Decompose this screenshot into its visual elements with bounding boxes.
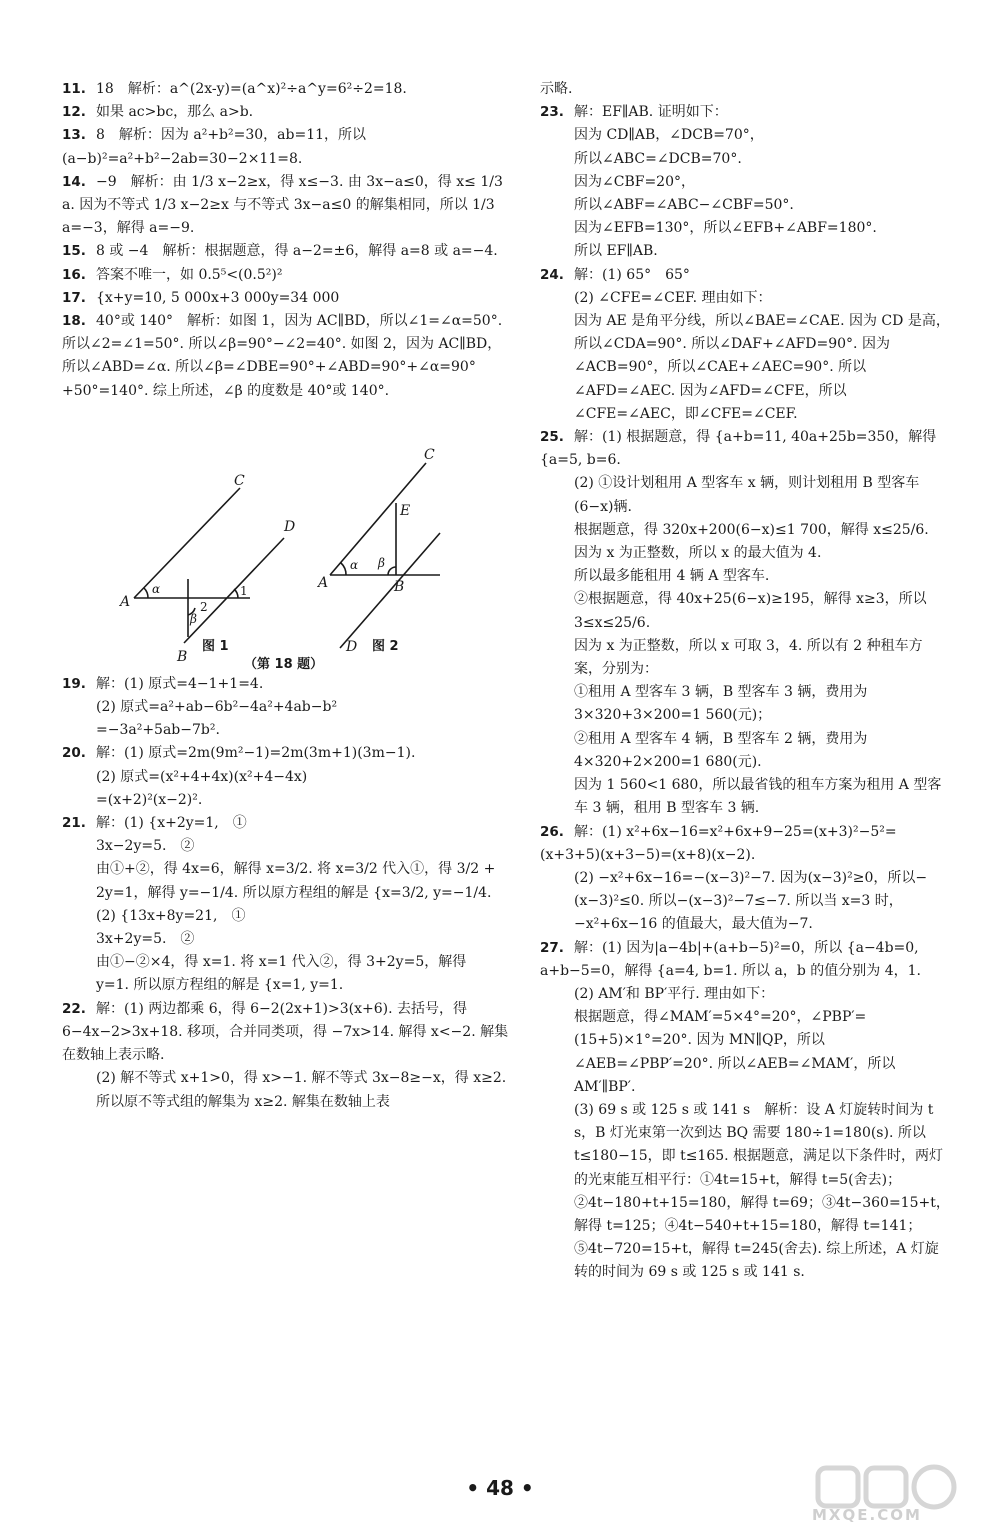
answer-text: 因为 CD∥AB，∠DCB=70°， (574, 127, 764, 144)
answer-line (62, 882, 510, 905)
answer-line (62, 812, 510, 835)
answer-line (62, 696, 510, 719)
question-number: 27. (540, 939, 564, 956)
answer-text: 解：(1) 原式=4−1+1=4. (96, 675, 264, 692)
right-column (540, 78, 950, 1285)
answer-text: 3x−2y=5. ② (96, 838, 195, 855)
answer-text: (2) −x²+6x−16=−(x−3)²−7. 因为(x−3)²≥0，所以−(x−3)²≤0. 所以−(x−3)²−7≤−7. 所以当 x=3 时，−x²+6x−16 的值最大，最大值为−7. (574, 869, 928, 933)
answer-text: =−3a²+5ab−7b². (96, 722, 220, 739)
answer-text: (2) {13x+8y=21, ① (96, 907, 246, 924)
question-number: 26. (540, 823, 564, 840)
answer-line (62, 240, 510, 263)
answer-line (540, 519, 950, 542)
fig1-angle-alpha (144, 588, 148, 598)
fig1-label-2: 2 (200, 599, 208, 614)
answer-text: ①租用 A 型客车 3 辆，B 型客车 3 辆，费用为 3×320+3×200=1 560(元)； (574, 684, 868, 724)
fig1-label-beta: β (190, 611, 197, 626)
answer-text: (2) ∠CFE=∠CEF. 理由如下： (574, 289, 772, 306)
answer-item (62, 287, 510, 310)
fig1-label-a: A (120, 593, 131, 610)
answer-text: 由①−②×4，得 x=1. 将 x=1 代入②，得 3+2y=5，解得 (96, 954, 467, 971)
fig1-caption: 图 1 (202, 638, 229, 654)
answer-text: 因为 AE 是角平分线，所以∠BAE=∠CAE. 因为 CD 是高，所以∠CDA=90°. 所以∠DAF+∠AFD=90°. 因为∠ACB=90°，所以∠CAE+∠AEC=90°. 所以∠AFD=∠AEC. 因为∠AFD=∠CFE，所以∠CFE=∠AEC，即∠CFE=∠CEF. (574, 313, 950, 422)
answer-text: 答案不唯一，如 0.5⁵<(0.5²)² (96, 266, 283, 283)
answer-line (62, 287, 510, 310)
question-number: 13. (62, 127, 86, 144)
answer-text: 解：(1) 因为|a−4b|+(a+b−5)²=0，所以 {a−4b=0, a+b−5=0，解得 {a=4, b=1. 所以 a，b 的值分别为 4，1. (540, 939, 921, 979)
answer-item (62, 310, 510, 403)
fig2-label-a: A (318, 574, 329, 591)
answer-item (62, 812, 510, 998)
answer-text: {x+y=10, 5 000x+3 000y=34 000 (96, 289, 340, 306)
answer-text: 解：(1) 两边都乘 6，得 6−2(2x+1)>3(x+6). 去括号，得 6−4x−2>3x+18. 移项，合并同类项，得 −7x>14. 解得 x<−2. 解集在数轴上表示略. (62, 1000, 509, 1064)
answer-line (62, 124, 510, 170)
answer-line (540, 148, 950, 171)
answer-line (540, 124, 950, 147)
fig2-line-bd (340, 533, 440, 648)
answer-line (62, 719, 510, 742)
answer-item (62, 742, 510, 812)
answer-line (540, 565, 950, 588)
answer-text: (2) 原式=(x²+4+4x)(x²+4−4x) (96, 768, 308, 785)
answer-line (62, 905, 510, 928)
question-number: 22. (62, 1000, 86, 1017)
left-column (62, 78, 510, 1114)
fig1-label-d: D (284, 518, 296, 535)
question-number: 19. (62, 675, 86, 692)
answer-line (540, 681, 950, 727)
answer-text: 所以 EF∥AB. (574, 243, 658, 260)
answer-line (62, 928, 510, 951)
answer-line (62, 998, 510, 1068)
answer-line (540, 542, 950, 565)
answer-line (540, 937, 950, 983)
answer-text: 8 或 −4 解析：根据题意，得 a−2=±6，解得 a=8 或 a=−4. (96, 243, 498, 260)
answer-text: 因为 1 560<1 680，所以最省钱的租车方案为租用 A 型客车 3 辆，租用 B 型客车 3 辆. (574, 777, 942, 817)
question-number: 21. (62, 815, 86, 832)
answer-line (62, 974, 510, 997)
question-number: 12. (62, 104, 86, 121)
answer-line (540, 821, 950, 867)
question-number: 23. (540, 104, 564, 121)
answer-line (540, 171, 950, 194)
answer-item (540, 426, 950, 820)
answer-item (540, 821, 950, 937)
answer-line (540, 1099, 950, 1285)
answer-line (62, 742, 510, 765)
answer-list-bottom (62, 673, 510, 1114)
answer-line (540, 635, 950, 681)
answer-text: 8 解析：因为 a²+b²=30，ab=11，所以(a−b)²=a²+b²−2ab=30−2×11=8. (62, 127, 367, 167)
answer-text: 因为∠CBF=20°， (574, 173, 695, 190)
problem-18-caption: （第 18 题） (244, 656, 324, 672)
answer-line (540, 287, 950, 310)
answer-text: 因为∠EFB=130°，所以∠EFB+∠ABF=180°. (574, 220, 877, 237)
answer-item (540, 101, 950, 263)
fig1-label-b: B (177, 648, 188, 665)
answer-line (540, 774, 950, 820)
answer-text: 解：(1) {x+2y=1, ① (96, 815, 247, 832)
page-number: • 48 • (466, 1476, 534, 1500)
answer-line (540, 728, 950, 774)
answer-line (62, 310, 510, 403)
answer-line (62, 835, 510, 858)
question-number: 11. (62, 81, 86, 97)
answer-text: 解：EF∥AB. 证明如下： (574, 104, 728, 121)
answer-text: −9 解析：由 1/3 x−2≥x，得 x≤−3. 由 3x−a≤0，得 x≤ 1/3 a. 因为不等式 1/3 x−2≥x 与不等式 3x−a≤0 的解集相同，所以 1/3 a=−3，解得 a=−9. (62, 173, 503, 237)
answer-text: (3) 69 s 或 125 s 或 141 s 解析：设 A 灯旋转时间为 t s，B 灯光束第一次到达 BQ 需要 180÷1=180(s). 所以 t≤180−15，即 t≤165. 根据题意，满足以下条件时，两灯的光束能互相平行：①4t=15+t，解得 t=5(舍去)；②4t−180+t+15=180，解得 t=69；③4t−360=15+t，解得 t=125；④4t−540+t+15=180，解得 t=141；⑤4t−720=15+t，解得 t=245(舍去). 综上所述，A 灯旋转的时间为 69 s 或 125 s 或 141 s. (574, 1101, 950, 1281)
answer-item (540, 78, 950, 101)
answer-item (62, 240, 510, 263)
answer-text: 3x+2y=5. ② (96, 931, 195, 948)
answer-item (62, 101, 510, 124)
answer-text: =(x+2)²(x−2)². (96, 791, 203, 808)
answer-line (540, 194, 950, 217)
answer-item (62, 998, 510, 1114)
answer-line (62, 951, 510, 974)
watermark-text: MXQE.COM (812, 1506, 922, 1524)
answer-line (540, 588, 950, 634)
answer-line (540, 101, 950, 124)
answer-line (540, 1006, 950, 1099)
answer-line (540, 264, 950, 287)
answer-text: 所以∠ABC=∠DCB=70°. (574, 150, 742, 167)
answer-item (62, 124, 510, 170)
answer-line (62, 264, 510, 287)
answer-list-right (540, 78, 950, 1285)
answer-list-top (62, 78, 510, 403)
answer-line (62, 858, 510, 881)
question-number: 25. (540, 429, 564, 446)
answer-item (540, 264, 950, 426)
answer-text: (2) 原式=a²+ab−6b²−4a²+4ab−b² (96, 699, 338, 716)
fig2-label-c: C (424, 446, 435, 463)
answer-line (62, 171, 510, 241)
answer-text: (2) ①设计划租用 A 型客车 x 辆，则计划租用 B 型客车(6−x)辆. (574, 475, 920, 515)
answer-text: ②根据题意，得 40x+25(6−x)≥195，解得 x≥3，所以 3≤x≤25/6. (574, 591, 927, 631)
answer-text: 因为 x 为正整数，所以 x 的最大值为 4. (574, 545, 822, 562)
fig1-line-bd (184, 538, 284, 643)
answer-item (540, 937, 950, 1285)
fig2-angle-alpha (341, 563, 346, 575)
answer-text: 根据题意，得 320x+200(6−x)≤1 700，解得 x≤25/6. (574, 521, 929, 538)
fig1-label-c: C (234, 472, 245, 489)
answer-text: 根据题意，得∠MAM′=5×4°=20°，∠PBP′=(15+5)×1°=20°. 因为 MN∥QP，所以∠AEB=∠PBP′=20°. 所以∠AEB=∠MAM′，所以 AM′∥BP′. (574, 1009, 896, 1095)
answer-line (540, 240, 950, 263)
answer-text: (2) 解不等式 x+1>0，得 x>−1. 解不等式 3x−8≥−x，得 x≥2. 所以原不等式组的解集为 x≥2. 解集在数轴上表 (96, 1070, 507, 1110)
answer-text: 示略. (540, 81, 573, 97)
question-number: 18. (62, 313, 86, 330)
answer-line (62, 1067, 510, 1113)
question-number: 20. (62, 745, 86, 762)
answer-line (62, 78, 510, 101)
answer-line (540, 472, 950, 518)
fig2-label-e: E (400, 502, 411, 519)
answer-item (62, 673, 510, 743)
answer-line (540, 217, 950, 240)
answer-text: 解：(1) 根据题意，得 {a+b=11, 40a+25b=350，解得 {a=5, b=6. (540, 429, 937, 469)
answer-line (540, 78, 950, 101)
answer-text: 所以最多能租用 4 辆 A 型客车. (574, 568, 770, 585)
answer-text: y=1. 所以原方程组的解是 {x=1, y=1. (96, 977, 344, 994)
answer-text: 解：(1) 原式=2m(9m²−1)=2m(3m+1)(3m−1). (96, 745, 416, 762)
fig1-label-alpha: α (152, 581, 161, 596)
fig1-line-ac (134, 488, 240, 598)
fig2-label-beta: β (378, 555, 385, 570)
answer-text: 2y=1，解得 y=−1/4. 所以原方程组的解是 {x=3/2, y=−1/4. (96, 884, 492, 901)
fig2-angle-beta (388, 567, 396, 575)
answer-line (540, 310, 950, 426)
answer-item (62, 78, 510, 101)
answer-item (62, 171, 510, 241)
fig1-angle-1 (234, 589, 238, 598)
answer-text: 解：(1) 65° 65° (574, 266, 690, 283)
answer-text: 所以∠ABF=∠ABC−∠CBF=50°. (574, 197, 794, 214)
answer-text: 因为 x 为正整数，所以 x 可取 3，4. 所以有 2 种租车方案，分别为： (574, 637, 923, 678)
answer-text: ②租用 A 型客车 4 辆，B 型客车 2 辆，费用为 4×320+2×200=1 680(元). (574, 730, 868, 770)
question-number: 24. (540, 266, 564, 283)
answer-line (62, 101, 510, 124)
question-number: 16. (62, 266, 86, 283)
answer-line (540, 867, 950, 937)
question-number: 15. (62, 243, 86, 260)
fig2-label-b: B (394, 578, 405, 595)
answer-text: 如果 ac>bc，那么 a>b. (96, 104, 254, 121)
question-number: 14. (62, 173, 86, 190)
answer-line (62, 766, 510, 789)
fig2-caption: 图 2 (372, 638, 399, 654)
question-number: 17. (62, 289, 86, 306)
fig2-label-alpha: α (350, 557, 359, 572)
fig1-label-1: 1 (240, 583, 248, 598)
answer-text: (2) AM′和 BP′平行. 理由如下： (574, 985, 775, 1002)
answer-text: 40°或 140° 解析：如图 1，因为 AC∥BD，所以∠1=∠α=50°. 所以∠2=∠1=50°. 所以∠β=90°−∠2=40°. 如图 2，因为 AC∥BD，所以∠ABD=∠α. 所以∠β=∠DBE=90°+∠ABD=90°+∠α=90°+50°=140°. 综上所述，∠β 的度数是 40°或 140°. (62, 313, 503, 399)
answer-text: 18 解析：a^(2x-y)=(a^x)²÷a^y=6²÷2=18. (96, 81, 407, 97)
answer-line (62, 789, 510, 812)
answer-line (62, 673, 510, 696)
answer-text: 由①+②，得 4x=6，解得 x=3/2. 将 x=3/2 代入①，得 3/2 + (96, 861, 496, 878)
answer-text: 解：(1) x²+6x−16=x²+6x+9−25=(x+3)²−5²=(x+3+5)(x+3−5)=(x+8)(x−2). (540, 823, 897, 863)
fig2-label-d: D (346, 638, 358, 655)
answer-item (62, 264, 510, 287)
answer-line (540, 426, 950, 472)
answer-line (540, 983, 950, 1006)
figure-18-svg (62, 403, 510, 673)
figure-18 (62, 403, 510, 673)
